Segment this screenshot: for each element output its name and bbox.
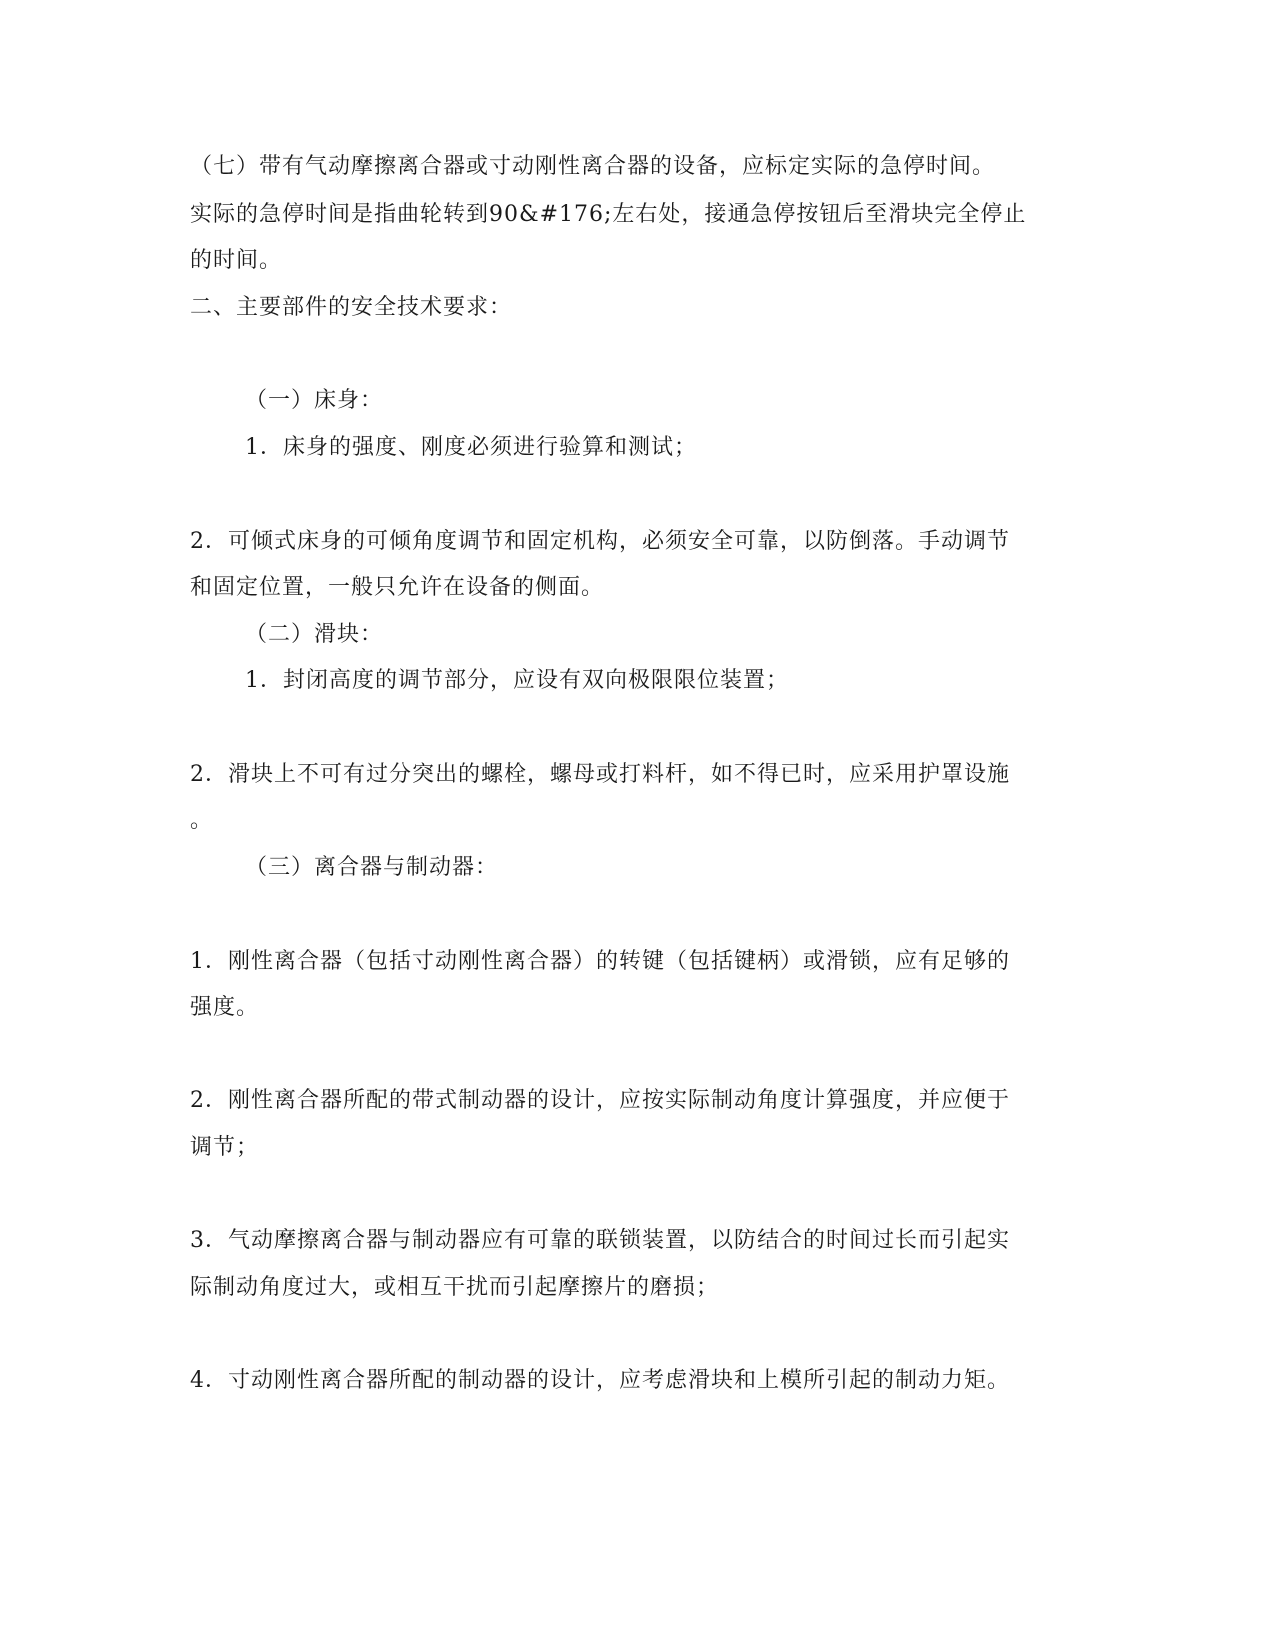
paragraph-line: 调节； <box>190 1135 260 1160</box>
subsection-heading: （一）床身： <box>245 388 384 413</box>
list-item: 4．寸动刚性离合器所配的制动器的设计，应考虑滑块和上模所引起的制动力矩。 <box>190 1368 1010 1393</box>
paragraph-line: 强度。 <box>190 995 260 1020</box>
list-item: 1．刚性离合器（包括寸动刚性离合器）的转键（包括键柄）或滑锁，应有足够的 <box>190 949 1010 974</box>
paragraph-line: 的时间。 <box>190 248 283 273</box>
list-item: 1．床身的强度、刚度必须进行验算和测试； <box>245 435 697 460</box>
paragraph-line: （七）带有气动摩擦离合器或寸动刚性离合器的设备，应标定实际的急停时间。 <box>190 154 996 179</box>
section-heading: 二、主要部件的安全技术要求： <box>190 295 513 320</box>
list-item: 2．滑块上不可有过分突出的螺栓，螺母或打料杆，如不得已时，应采用护罩设施 <box>190 762 1010 787</box>
paragraph-line: 实际的急停时间是指曲轮转到90&#176;左右处，接通急停按钮后至滑块完全停止 <box>190 202 1027 227</box>
paragraph-line: 际制动角度过大，或相互干扰而引起摩擦片的磨损； <box>190 1275 720 1300</box>
list-item: 3．气动摩擦离合器与制动器应有可靠的联锁装置，以防结合的时间过长而引起实 <box>190 1228 1010 1253</box>
list-item: 1．封闭高度的调节部分，应设有双向极限限位装置； <box>245 668 789 693</box>
paragraph-line: 。 <box>190 808 214 833</box>
subsection-heading: （三）离合器与制动器： <box>245 855 499 880</box>
paragraph-line: 和固定位置，一般只允许在设备的侧面。 <box>190 575 605 600</box>
list-item: 2．可倾式床身的可倾角度调节和固定机构，必须安全可靠，以防倒落。手动调节 <box>190 529 1010 554</box>
subsection-heading: （二）滑块： <box>245 622 384 647</box>
list-item: 2．刚性离合器所配的带式制动器的设计，应按实际制动角度计算强度，并应便于 <box>190 1088 1010 1113</box>
